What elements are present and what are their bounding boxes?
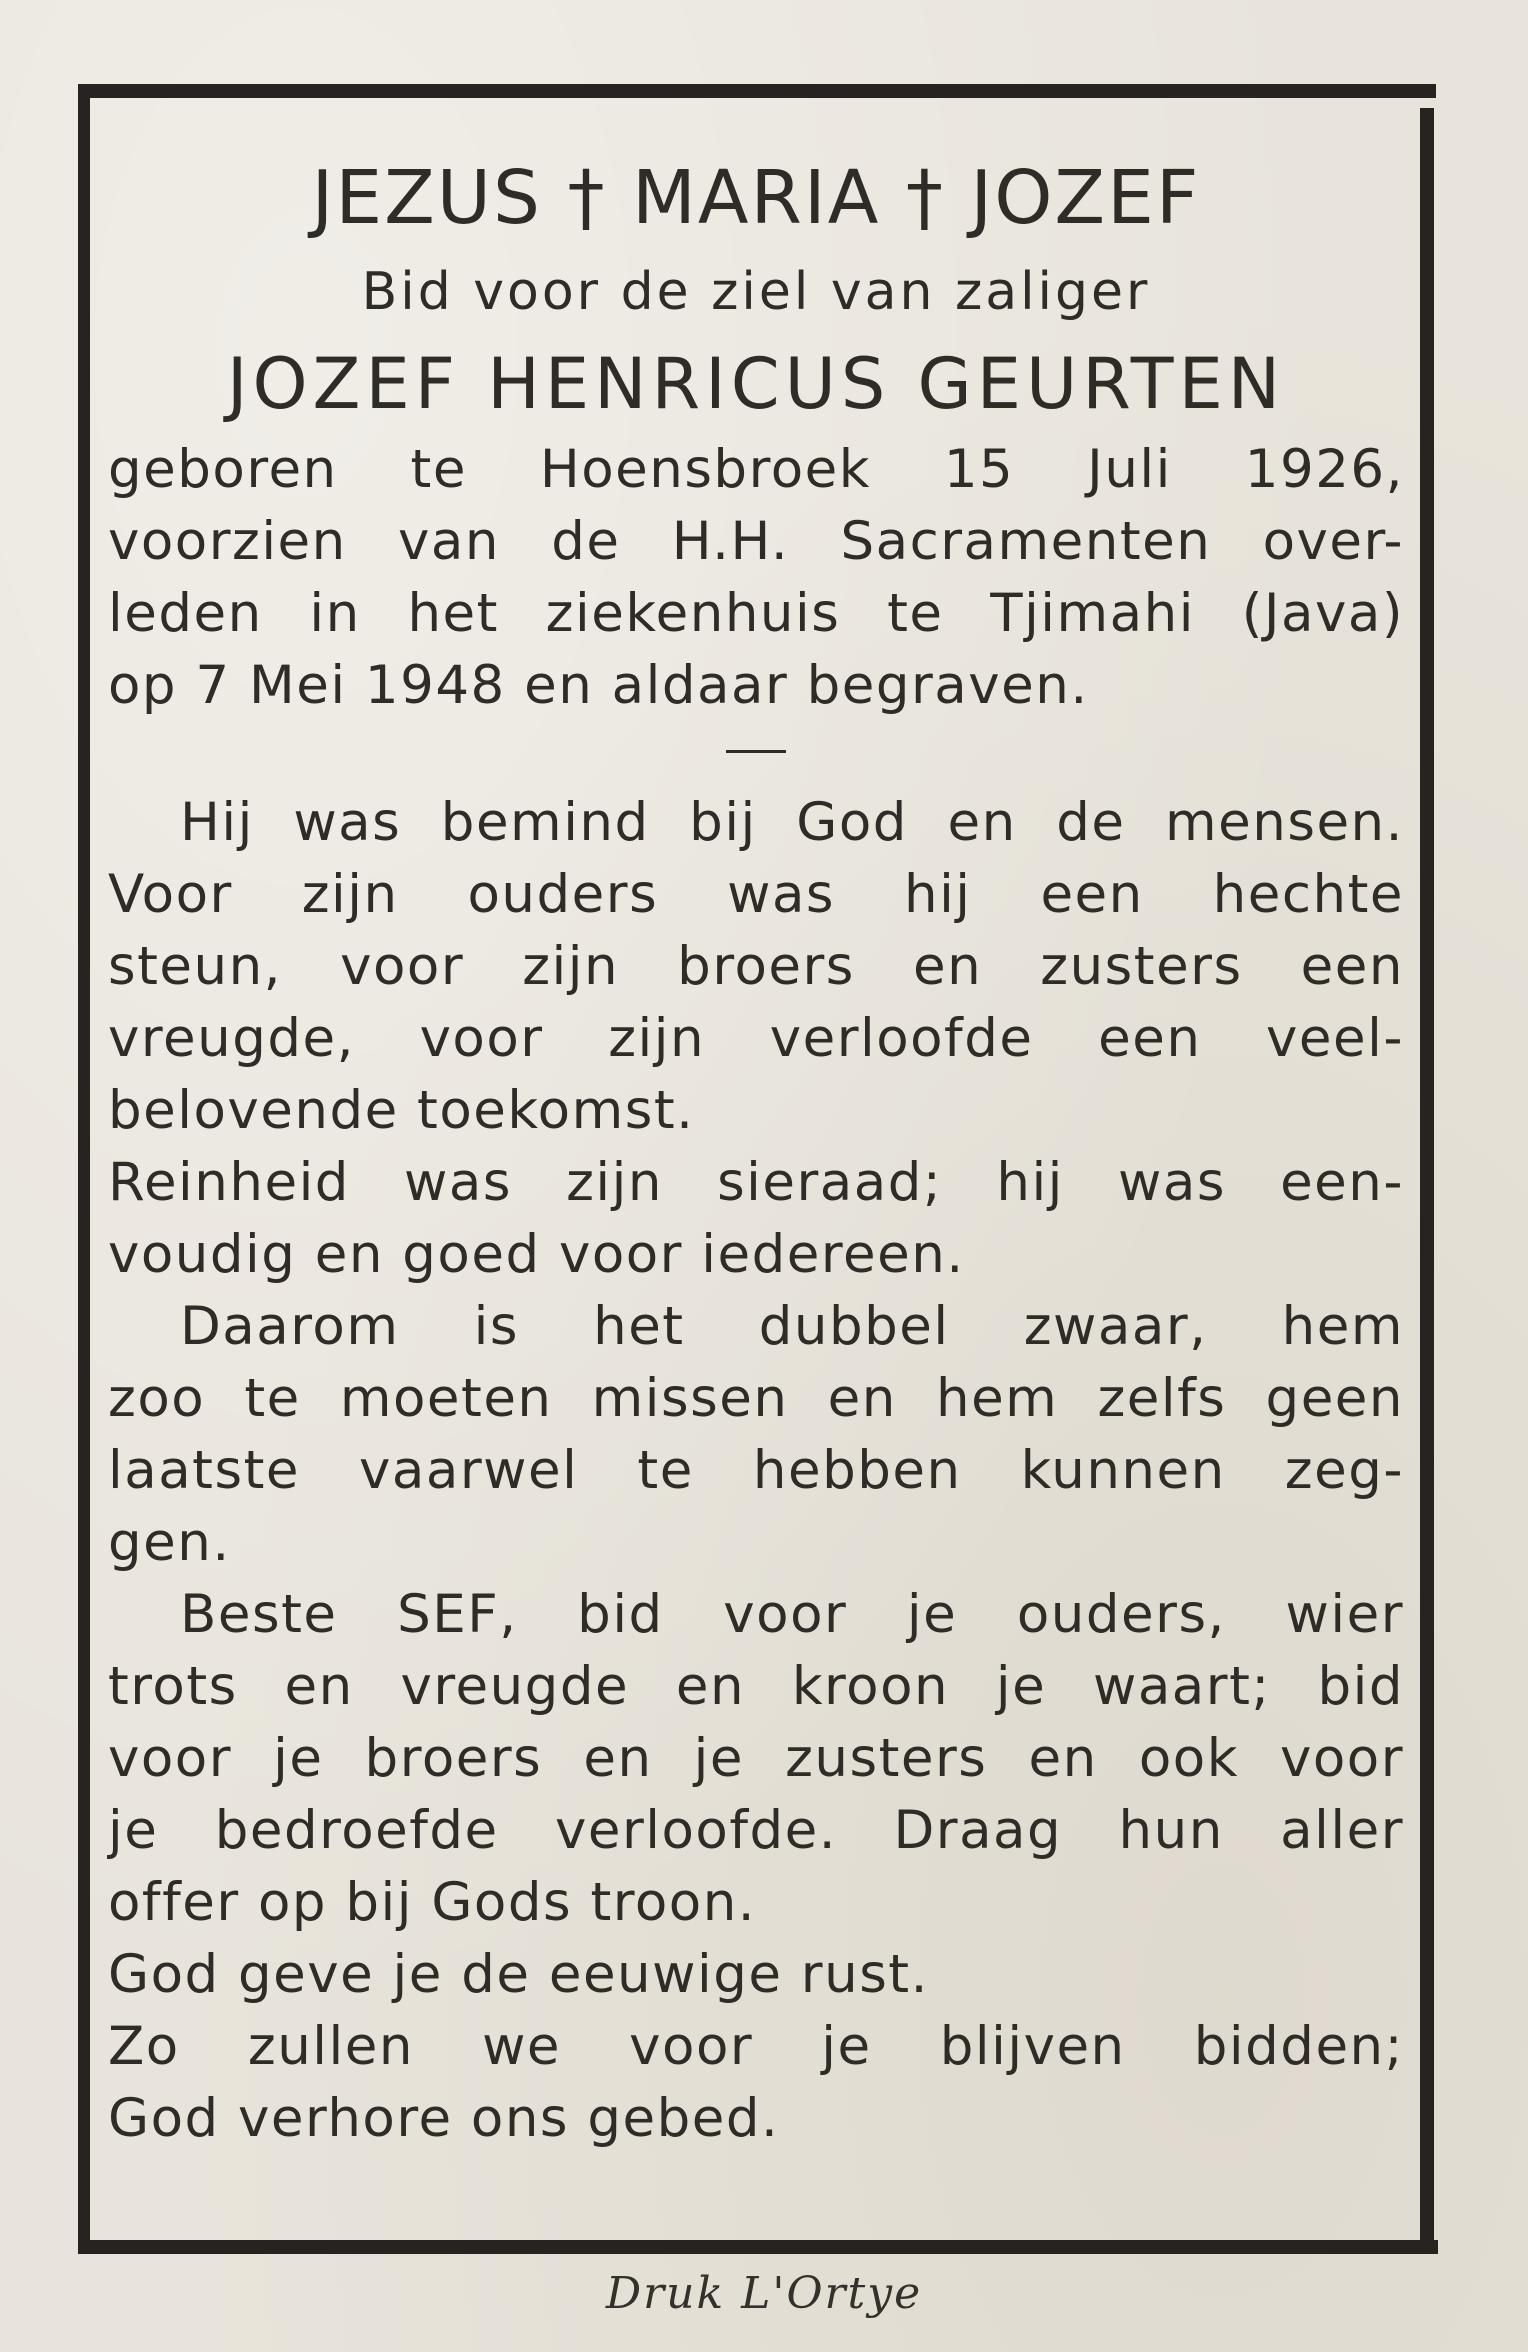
text-line: gen. [108,1512,231,1573]
frame-border-right [1420,108,1434,2254]
biography [108,434,1404,722]
text-line: God verhore ons gebed. [108,2088,780,2149]
text-line: vreugde, voor zijn verloofde een veel- [108,1008,1404,1069]
text-line: Hij was bemind bij God en de mensen. [180,792,1404,853]
text-line: Beste SEF, bid voor je ouders, wier [180,1584,1404,1645]
biography-line: voorzien van de H.H. Sacramenten over- [108,511,1404,572]
text-line: voudig en goed voor iedereen. [108,1224,965,1285]
deceased-name: JOZEF HENRICUS GEURTEN [226,343,1286,425]
text-line: Zo zullen we voor je blijven bidden; [108,2016,1404,2077]
frame-border-top [84,84,1436,98]
text-line: steun, voor zijn broers en zusters een [108,936,1404,997]
text-line: voor je broers en je zusters en ook voor [108,1728,1404,1789]
biography-line: leden in het ziekenhuis te Tjimahi (Java) [108,583,1404,644]
text-line: belovende toekomst. [108,1080,695,1141]
paragraph-1 [108,787,1404,1147]
text-line: Voor zijn ouders was hij een hechte [108,864,1404,925]
text-line: laatste vaarwel te hebben kunnen zeg- [108,1440,1404,1501]
text-line: je bedroefde verloofde. Draag hun aller [108,1800,1404,1861]
text-line: offer op bij Gods troon. [108,1872,757,1933]
paragraph-3 [108,1291,1404,1579]
paragraph-2 [108,1147,1404,1291]
text-line: zoo te moeten missen en hem zelfs geen [108,1368,1404,1429]
frame-border-left [78,84,90,2254]
paragraph-5 [108,1939,1404,2011]
invocation: Bid voor de ziel van zaliger [361,262,1151,322]
printer-mark: Druk L'Ortye [605,2268,923,2319]
separator-dash [726,750,786,753]
text-line: trots en vreugde en kroon je waart; bid [108,1656,1404,1717]
biography-line: op 7 Mei 1948 en aldaar begraven. [108,655,1089,716]
memorial-card-content [108,150,1404,2155]
text-line: God geve je de eeuwige rust. [108,1944,929,2005]
paragraph-6 [108,2011,1404,2155]
text-line: Reinheid was zijn sieraad; hij was een- [108,1152,1404,1213]
text-line: Daarom is het dubbel zwaar, hem [180,1296,1404,1357]
frame-border-bottom [78,2240,1438,2254]
paragraph-4 [108,1579,1404,1939]
heading: JEZUS † MARIA † JOZEF [311,155,1201,241]
biography-line: geboren te Hoensbroek 15 Juli 1926, [108,439,1404,500]
